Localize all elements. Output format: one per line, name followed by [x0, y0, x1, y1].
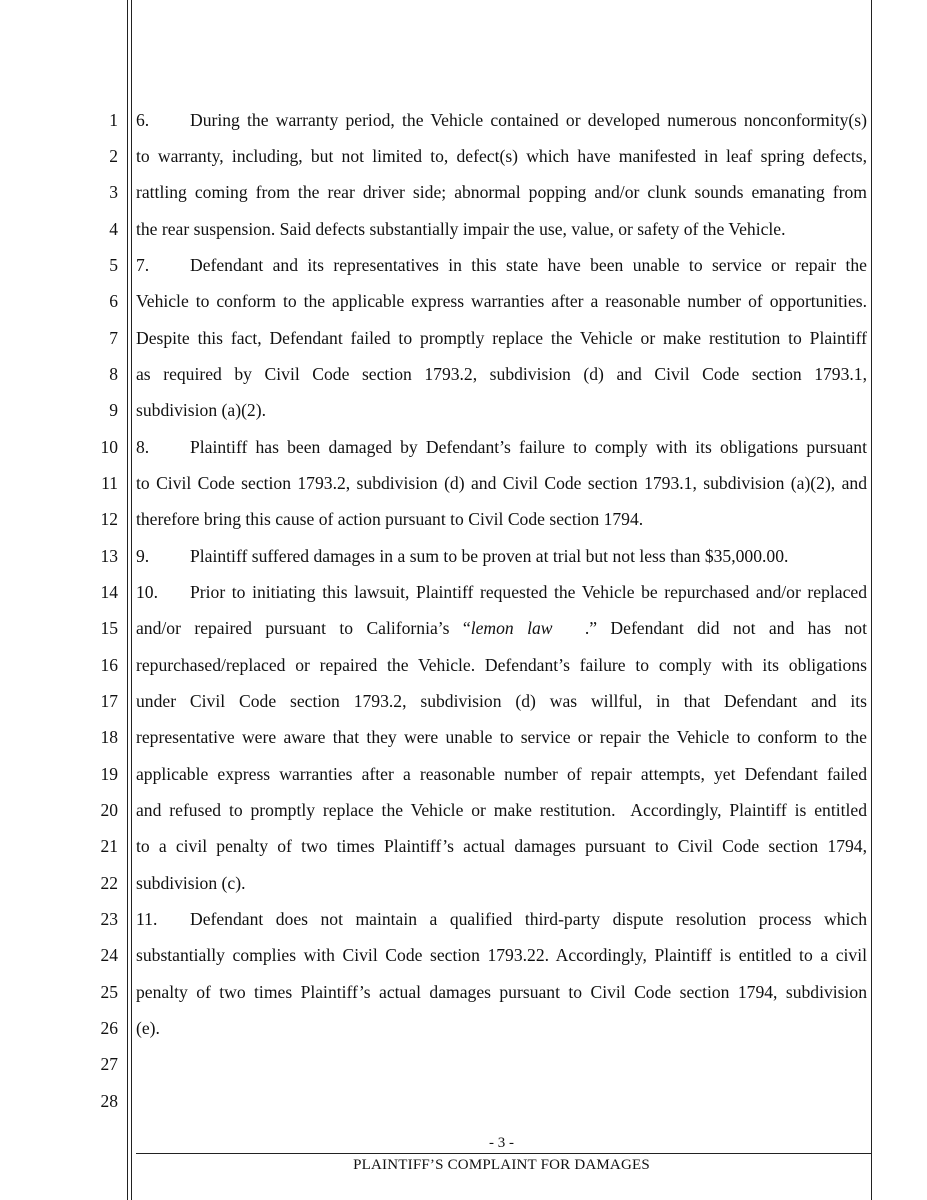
paragraph-8-line: therefore bring this cause of action pursuant to Civil Code section 1794. [136, 509, 644, 529]
page-number: - 3 - [489, 1135, 514, 1151]
line-number: 16 [100, 655, 118, 675]
line-number: 15 [100, 618, 118, 638]
line-number: 18 [100, 727, 118, 747]
line-number: 3 [109, 182, 118, 202]
line-number: 17 [100, 691, 118, 711]
paragraph-number: 7. [136, 255, 150, 275]
paragraph-number: 10. [136, 582, 158, 602]
line-number: 10 [100, 437, 118, 457]
paragraph-6-line: 6. During the warranty period, the Vehicle contained or developed numerous nonconformity(s) [136, 110, 867, 130]
line-number: 21 [100, 836, 118, 856]
paragraph-11-line: 11. Defendant does not maintain a qualified third-party dispute resolution process which [136, 909, 867, 929]
lemon-law-emphasis: lemon law [470, 618, 553, 638]
line-number: 14 [100, 582, 118, 602]
line-number: 27 [100, 1054, 118, 1074]
line-number: 24 [100, 945, 118, 965]
paragraph-6-line: to warranty, including, but not limited to, defect(s) which have manifested in leaf spring defects, [136, 146, 867, 166]
line-number: 13 [100, 546, 118, 566]
line-number: 4 [109, 219, 118, 239]
paragraph-10-line: 10. Prior to initiating this lawsuit, Plaintiff requested the Vehicle be repurchased and/or replaced [136, 582, 867, 602]
paragraph-6-line: the rear suspension. Said defects substantially impair the use, value, or safety of the Vehicle. [136, 219, 786, 239]
footer-title: PLAINTIFF’S COMPLAINT FOR DAMAGES [353, 1157, 650, 1173]
paragraph-number: 11. [136, 909, 158, 929]
line-number: 5 [109, 255, 118, 275]
paragraph-8-line: to Civil Code section 1793.2, subdivision (d) and Civil Code section 1793.1, subdivision (a)(2), and [136, 473, 867, 493]
paragraph-10-line: repurchased/replaced or repaired the Vehicle. Defendant’s failure to comply with its obligations [136, 655, 867, 675]
paragraph-7-line: as required by Civil Code section 1793.2, subdivision (d) and Civil Code section 1793.1, [136, 364, 867, 384]
line-number: 19 [100, 764, 118, 784]
paragraph-10-line: and/or repaired pursuant to California’s “lemon law .” Defendant did not and has not [136, 618, 867, 638]
line-number: 1 [109, 110, 118, 130]
paragraph-number: 8. [136, 437, 150, 457]
paragraph-7-line: Vehicle to conform to the applicable express warranties after a reasonable number of opportunities. [136, 291, 867, 311]
paragraph-7-line: 7. Defendant and its representatives in this state have been unable to service or repair the [136, 255, 867, 275]
paragraph-10-line: representative were aware that they were unable to service or repair the Vehicle to conform to the [136, 727, 867, 747]
paragraph-6-line: rattling coming from the rear driver side; abnormal popping and/or clunk sounds emanating from [136, 182, 867, 202]
paragraph-9-line: 9. Plaintiff suffered damages in a sum to be proven at trial but not less than $35,000.00. [136, 546, 789, 566]
line-number: 9 [109, 400, 118, 420]
paragraph-10-line: subdivision (c). [136, 873, 246, 893]
line-number: 7 [109, 328, 118, 348]
paragraph-10-line: applicable express warranties after a reasonable number of repair attempts, yet Defendant failed [136, 764, 867, 784]
line-number: 26 [100, 1018, 118, 1038]
paragraph-7-line: subdivision (a)(2). [136, 400, 266, 420]
left-margin-rule-outer [127, 0, 128, 1200]
line-number: 6 [109, 291, 118, 311]
paragraph-number: 6. [136, 110, 150, 130]
paragraph-11-line: (e). [136, 1018, 160, 1038]
footer-rule [136, 1153, 871, 1154]
paragraph-10-line: and refused to promptly replace the Vehicle or make restitution. Accordingly, Plaintiff is entitled [136, 800, 867, 820]
paragraph-10-line: under Civil Code section 1793.2, subdivision (d) was willful, in that Defendant and its [136, 691, 867, 711]
left-margin-rule-inner [131, 0, 132, 1200]
line-number: 11 [101, 473, 118, 493]
paragraph-10-line: to a civil penalty of two times Plaintiff’s actual damages pursuant to Civil Code section 1794, [136, 836, 867, 856]
line-number: 8 [109, 364, 118, 384]
paragraph-number: 9. [136, 546, 150, 566]
right-margin-rule [871, 0, 872, 1200]
line-number: 23 [100, 909, 118, 929]
line-number: 2 [109, 146, 118, 166]
line-number: 25 [100, 982, 118, 1002]
line-number: 20 [100, 800, 118, 820]
paragraph-8-line: 8. Plaintiff has been damaged by Defendant’s failure to comply with its obligations pursuant [136, 437, 867, 457]
line-number: 12 [100, 509, 118, 529]
line-number: 22 [100, 873, 118, 893]
line-number: 28 [100, 1091, 118, 1111]
paragraph-7-line: Despite this fact, Defendant failed to promptly replace the Vehicle or make restitution to Plaintiff [136, 328, 867, 348]
paragraph-11-line: substantially complies with Civil Code section 1793.22. Accordingly, Plaintiff is entitled to a civil [136, 945, 867, 965]
paragraph-11-line: penalty of two times Plaintiff’s actual damages pursuant to Civil Code section 1794, subdivision [136, 982, 867, 1002]
